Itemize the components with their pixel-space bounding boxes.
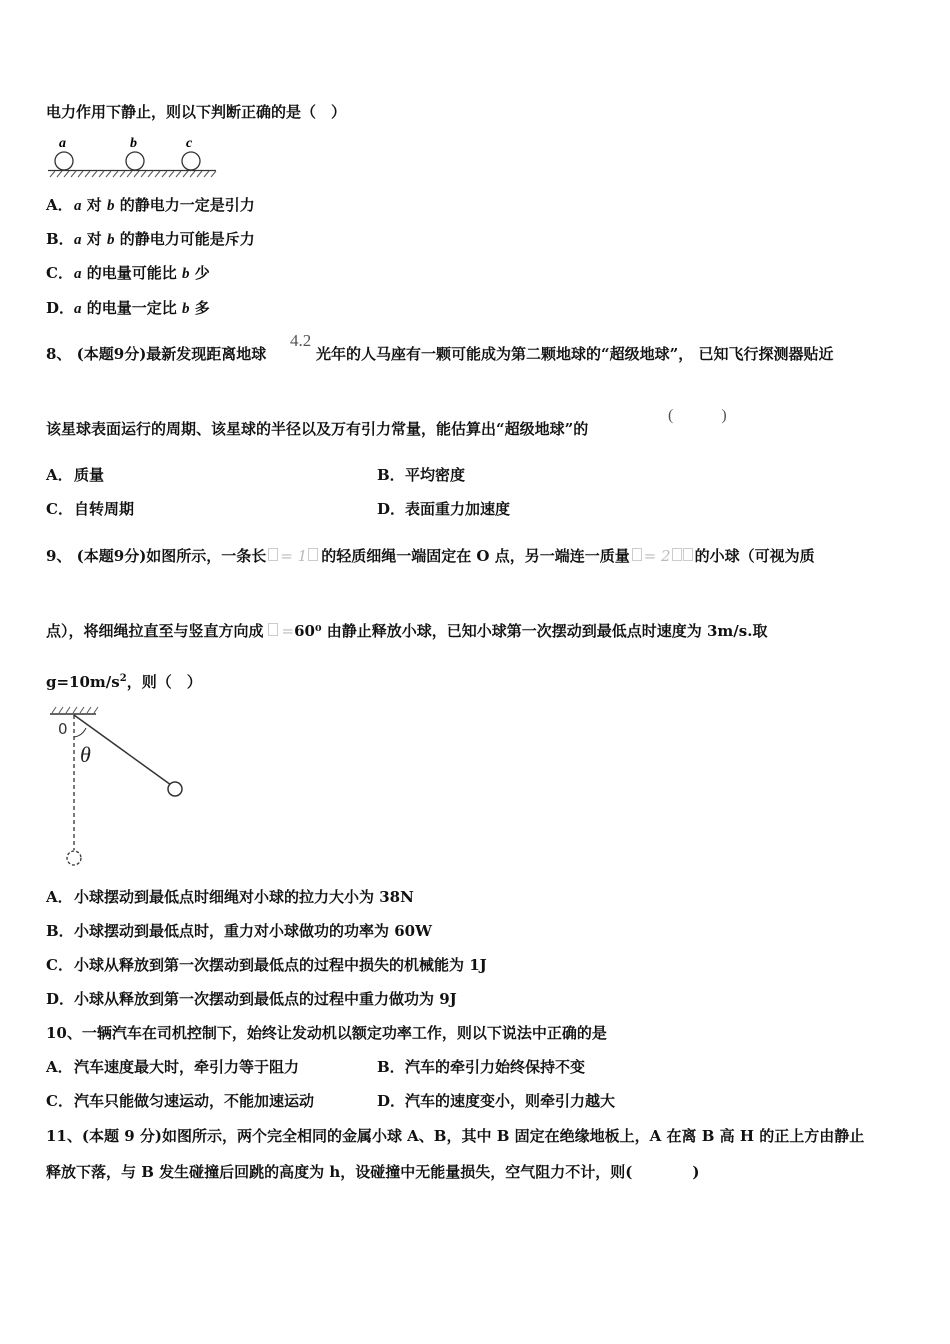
q9-option-d[interactable]: D．小球从释放到第一次摆动到最低点的过程中重力做功为 9J xyxy=(46,990,457,1008)
q11-stem-line2: 释放下落，与 B 发生碰撞后回跳的高度为 h，设碰撞中无能量损失，空气阻力不计，则( ) xyxy=(46,1163,700,1181)
q9-option-a[interactable]: A．小球摆动到最低点时细绳对小球的拉力大小为 38N xyxy=(46,888,414,906)
theta-label: θ xyxy=(80,742,91,767)
q8-distance-value: 4.2 xyxy=(290,331,312,350)
angle-arc xyxy=(74,728,86,737)
q8-stem-line1-rest: 光年的人马座有一颗可能成为第二颗地球的“超级地球”， 已知飞行探测器贴近 xyxy=(316,345,834,363)
q10-stem: 10、一辆汽车在司机控制下，始终让发动机以额定功率工作，则以下说法中正确的是 xyxy=(46,1024,607,1042)
q7-option-b[interactable]: B．a 对 b 的静电力可能是斥力 xyxy=(46,230,255,248)
q7-option-c[interactable]: C．a 的电量可能比 b 少 xyxy=(46,264,210,282)
q7-option-a[interactable]: A．a 对 b 的静电力一定是引力 xyxy=(46,196,255,214)
pendulum-figure xyxy=(44,700,194,872)
q10-option-d[interactable]: D．汽车的速度变小，则牵引力越大 xyxy=(377,1092,616,1110)
ball-released xyxy=(168,782,182,796)
q8-option-d[interactable]: D．表面重力加速度 xyxy=(377,500,511,518)
q8-option-b[interactable]: B．平均密度 xyxy=(377,466,466,484)
ceiling-hatching xyxy=(52,707,98,713)
ball-a xyxy=(55,152,73,170)
q10-option-a[interactable]: A．汽车速度最大时，牵引力等于阻力 xyxy=(46,1058,300,1076)
ball-a-label: a xyxy=(59,136,66,151)
three-balls-figure xyxy=(44,132,224,178)
ball-c-label: c xyxy=(186,136,193,151)
ball-b xyxy=(126,152,144,170)
q9-stem-line1: 9、 (本题9分)如图所示，一条长 = 1 的轻质细绳一端固定在 O 点，另一端连一质量 = 2 的小球（可视为质 xyxy=(46,547,815,565)
q8-option-c[interactable]: C．自转周期 xyxy=(46,500,135,518)
ball-b-label: b xyxy=(130,136,137,151)
q9-option-b[interactable]: B．小球摆动到最低点时，重力对小球做功的功率为 60W xyxy=(46,922,432,940)
q8-stem-line2: 该星球表面运行的周期、该星球的半径以及万有引力常量，能估算出“超级地球”的 xyxy=(46,420,589,438)
q10-option-c[interactable]: C．汽车只能做匀速运动，不能加速运动 xyxy=(46,1092,315,1110)
q9-stem-line3: $g=10m/s^2$，则（ ） xyxy=(46,673,202,691)
q9-stem-line2: 点），将细绳拉直至与竖直方向成 =60⁰ 由静止释放小球，已知小球第一次摆动到最低点时速度为 3m/s.取 xyxy=(46,622,768,640)
ball-lowest-dashed xyxy=(67,851,81,865)
q10-option-b[interactable]: B．汽车的牵引力始终保持不变 xyxy=(377,1058,586,1076)
q7-option-d[interactable]: D．a 的电量一定比 b 多 xyxy=(46,299,210,317)
q11-stem-line1: 11、(本题 9 分)如图所示，两个完全相同的金属小球 A、B，其中 B 固定在绝缘地板上，A 在离 B 高 H 的正上方由静止 xyxy=(46,1127,865,1145)
q7-stem-tail: 电力作用下静止，则以下判断正确的是（ ） xyxy=(46,103,347,121)
missing-glyph-l xyxy=(268,548,278,561)
ball-c xyxy=(182,152,200,170)
q8-answer-paren: ( ) xyxy=(668,407,727,424)
q9-option-c[interactable]: C．小球从释放到第一次摆动到最低点的过程中损失的机械能为 1J xyxy=(46,956,487,974)
ground-hatching xyxy=(50,171,216,177)
pivot-o-label: 0 xyxy=(58,720,68,738)
q8-option-a[interactable]: A．质量 xyxy=(46,466,105,484)
q8-stem-line1: 8、 (本题9分)最新发现距离地球 xyxy=(46,345,267,363)
